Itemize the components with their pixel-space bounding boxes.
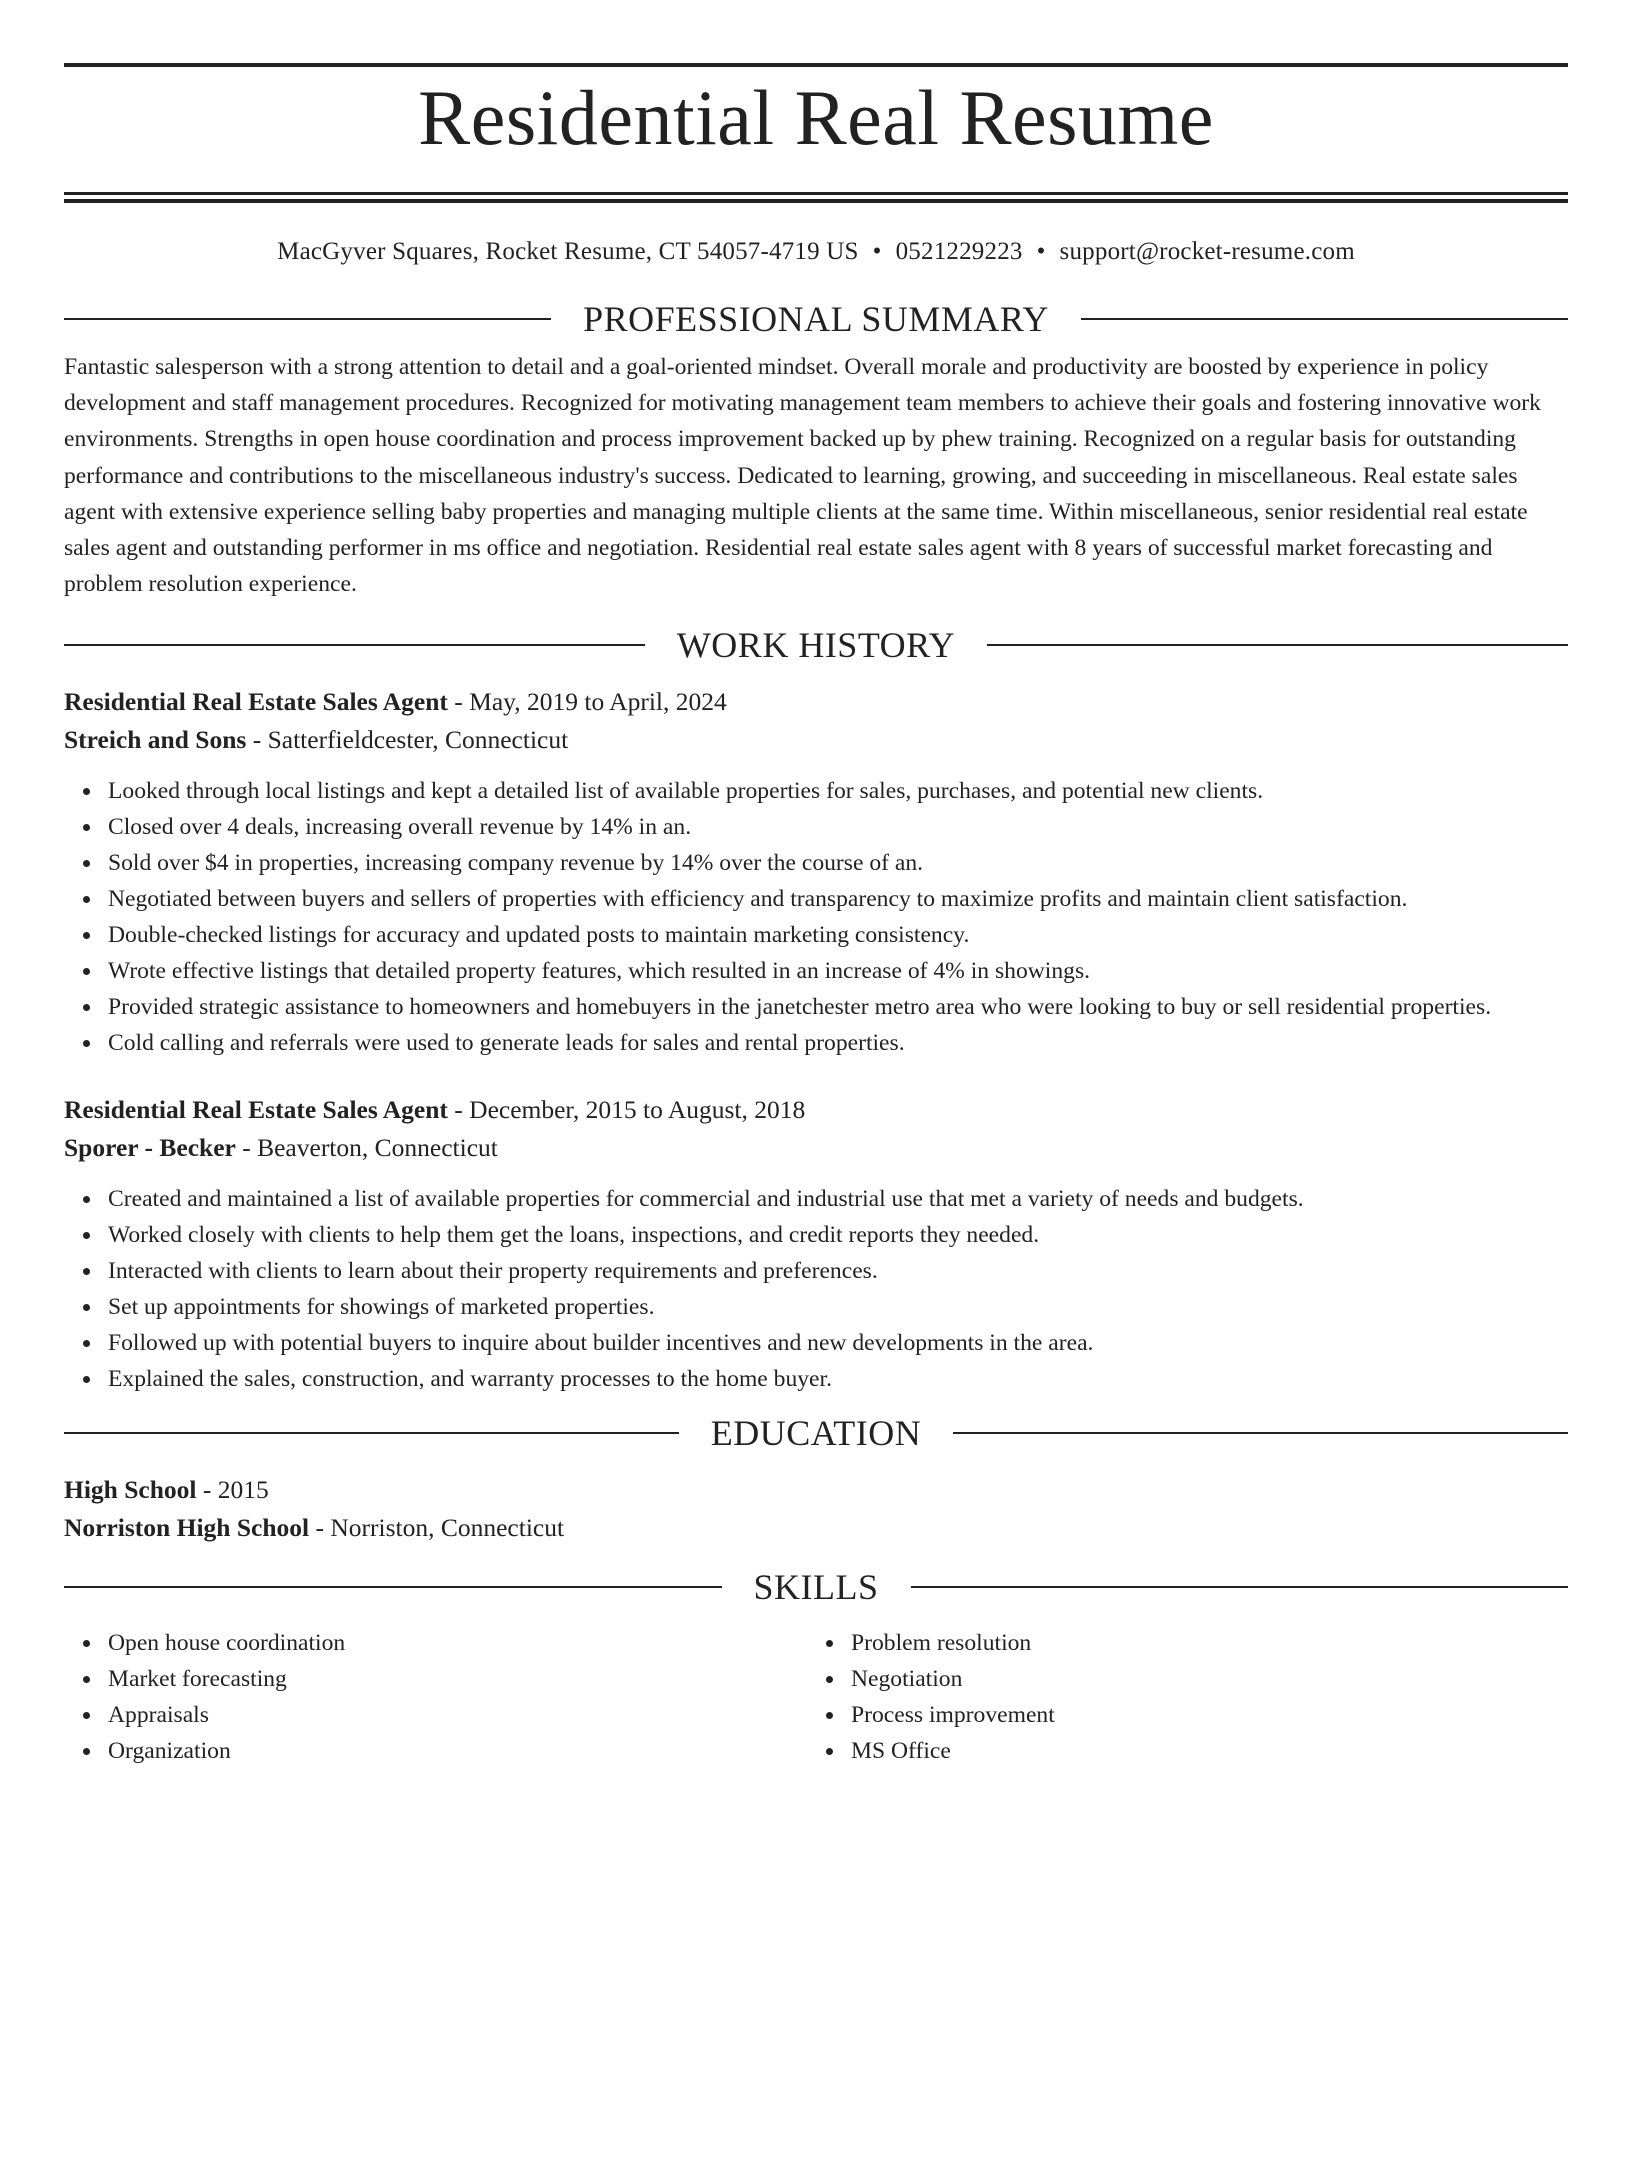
contact-line [64,237,1568,267]
education-heading-label: EDUCATION [710,1413,922,1454]
skills-column-right [807,1625,1550,1769]
skill-item: Negotiation [851,1661,1550,1697]
job-company-line [64,1129,1568,1167]
skills-grid [64,1625,1568,1769]
resume-title: Residential Real Resume [418,74,1214,161]
list-item: Interacted with clients to learn about their property requirements and preferences. [108,1253,1568,1289]
job-location: - Beaverton, Connecticut [235,1133,498,1163]
heading-rule-right [911,1586,1569,1588]
list-item: Double-checked listings for accuracy and updated posts to maintain marketing consistency. [108,917,1568,953]
skills-heading [64,1565,1568,1609]
list-item: Looked through local listings and kept a detailed list of available properties for sales, purchases, and potential new clients. [108,773,1568,809]
list-item: Cold calling and referrals were used to generate leads for sales and rental properties. [108,1025,1568,1061]
skill-item: MS Office [851,1733,1550,1769]
job-title: Residential Real Estate Sales Agent [64,687,448,717]
job-dates: - May, 2019 to April, 2024 [447,687,727,717]
list-item: Worked closely with clients to help them get the loans, inspections, and credit reports they needed. [108,1217,1568,1253]
education-degree: High School [64,1475,197,1505]
list-item: Explained the sales, construction, and warranty processes to the home buyer. [108,1361,1568,1397]
summary-text: Fantastic salesperson with a strong attention to detail and a goal-oriented mindset. Overall morale and productivity are boosted by experience in policy development and staff management procedures. Recognized for motivating management team members to achieve their goals and fostering innovative work environments. Strengths in open house coordination and process improvement backed up by phew training. Recognized on a regular basis for outstanding performance and contributions to the miscellaneous industry's success. Dedicated to learning, growing, and succeeding in miscellaneous. Real estate sales agent with extensive experience selling baby properties and managing multiple clients at the same time. Within miscellaneous, senior residential real estate sales agent and outstanding performer in ms office and negotiation. Residential real estate sales agent with 8 years of successful market forecasting and problem resolution experience. [64,354,1541,598]
list-item: Closed over 4 deals, increasing overall revenue by 14% in an. [108,809,1568,845]
contact-phone: 0521229223 [895,238,1023,265]
heading-rule-right [953,1432,1568,1434]
list-item: Followed up with potential buyers to inquire about builder incentives and new developments in the area. [108,1325,1568,1361]
skills-column-left [64,1625,807,1769]
contact-email: support@rocket-resume.com [1059,238,1355,265]
job-title-line [64,683,1568,721]
skills-heading-label: SKILLS [753,1567,879,1608]
job-bullets [64,773,1568,1061]
heading-rule-left [64,1586,722,1588]
skill-item: Organization [108,1733,807,1769]
list-item: Set up appointments for showings of marketed properties. [108,1289,1568,1325]
list-item: Created and maintained a list of available properties for commercial and industrial use that met a variety of needs and budgets. [108,1181,1568,1217]
job-bullets [64,1181,1568,1397]
work-heading-label: WORK HISTORY [676,625,956,666]
job-entry [64,683,1568,1061]
title-double-rule [64,192,1568,203]
education-heading [64,1411,1568,1455]
education-year: - 2015 [196,1475,269,1505]
job-company: Streich and Sons [64,725,247,755]
skill-item: Open house coordination [108,1625,807,1661]
job-title-line [64,1091,1568,1129]
contact-separator: • [1036,238,1046,265]
list-item: Negotiated between buyers and sellers of properties with efficiency and transparency to maximize profits and maintain client satisfaction. [108,881,1568,917]
top-rule [64,63,1568,67]
list-item: Provided strategic assistance to homeowners and homebuyers in the janetchester metro area who were looking to buy or sell residential properties. [108,989,1568,1025]
heading-rule-left [64,318,551,320]
list-item: Sold over $4 in properties, increasing company revenue by 14% over the course of an. [108,845,1568,881]
work-heading [64,623,1568,667]
summary-heading [64,297,1568,341]
summary-heading-label: PROFESSIONAL SUMMARY [583,299,1049,339]
job-entry [64,1091,1568,1397]
list-item: Wrote effective listings that detailed property features, which resulted in an increase of 4% in showings. [108,953,1568,989]
job-dates: - December, 2015 to August, 2018 [447,1095,806,1125]
skill-item: Process improvement [851,1697,1550,1733]
job-company-line [64,721,1568,759]
resume-page [0,63,1632,2175]
education-degree-line [64,1471,1568,1509]
contact-address: MacGyver Squares, Rocket Resume, CT 54057-4719 US [277,238,859,265]
heading-rule-left [64,644,645,646]
education-location: - Norriston, Connecticut [309,1513,565,1543]
heading-rule-right [987,644,1568,646]
job-location: - Satterfieldcester, Connecticut [246,725,569,755]
education-school-line [64,1509,1568,1547]
skill-item: Market forecasting [108,1661,807,1697]
contact-separator: • [872,238,882,265]
job-company: Sporer - Becker [64,1133,236,1163]
heading-rule-right [1081,318,1568,320]
skill-item: Problem resolution [851,1625,1550,1661]
skill-item: Appraisals [108,1697,807,1733]
heading-rule-left [64,1432,679,1434]
job-title: Residential Real Estate Sales Agent [64,1095,448,1125]
education-school: Norriston High School [64,1513,310,1543]
education-entry [64,1471,1568,1547]
